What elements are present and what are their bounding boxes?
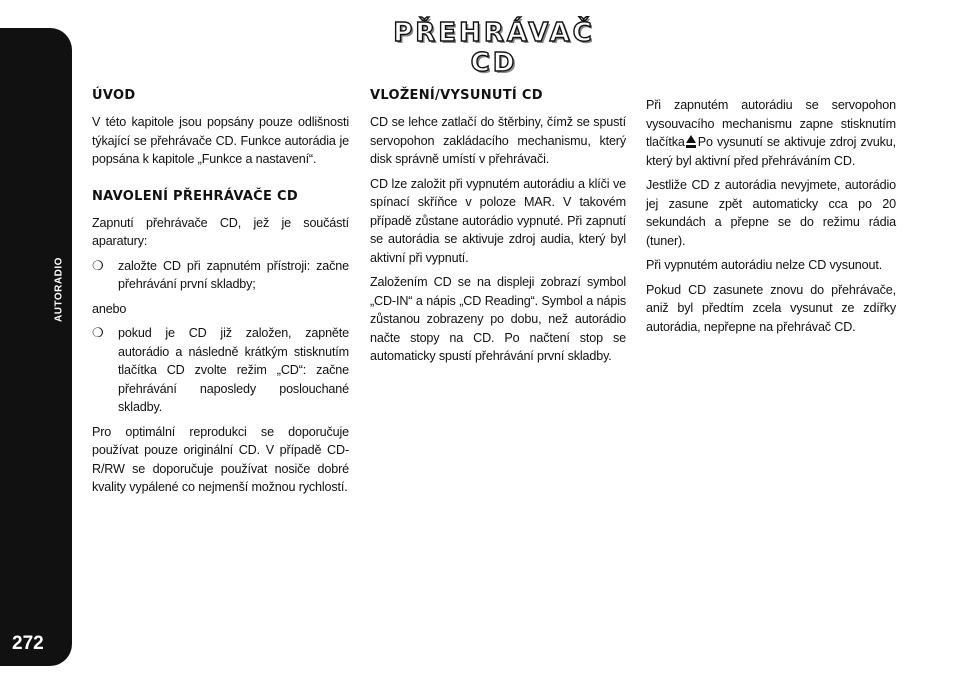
insert-paragraph-3: Založením CD se na displeji zobrazí symbol „CD-IN“ a nápis „CD Reading“. Symbol a nápis zůstanou zobrazeny po dobu, než autorádio načte stopy na CD. Po načtení stop se automaticky spustí přehrávání první skladby. <box>370 275 626 363</box>
eject-paragraph-1 <box>646 96 896 170</box>
insert-paragraph-2: CD lze založit při vypnutém autorádiu a klíči ve spínací skříňce v poloze MAR. V takovém případě zůstane autorádio vypnuté. Při zapnutí se autorádia se aktivuje zdroj audia, který byl aktivní při vypnutí. <box>370 176 626 265</box>
bullet-text: založte CD při zapnutém přístroji: začne přehrávání první skladby; <box>118 258 349 291</box>
bullet-text: pokud je CD již založen, zapněte autorádio a následně krátkým stisknutím tlačítka CD zvolte režim „CD“: začne přehrávání naposledy poslouchané skladby. <box>118 326 349 414</box>
page-title: PŘEHRÁVAČ CD <box>393 18 595 78</box>
insert-eject-heading: VLOŽENÍ/VYSUNUTÍ CD <box>370 88 543 103</box>
column-middle <box>370 88 626 372</box>
eject-icon <box>686 135 696 148</box>
page-number: 272 <box>12 633 44 654</box>
eject-text-after: Po vysunutí se aktivuje zdroj zvuku, který byl aktivní před přehráváním CD. <box>646 135 896 168</box>
quality-text: Pro optimální reprodukci se doporučuje používat pouze originální CD. V případě CD-R/RW se doporučuje používat nosiče dobré kvality vypálené co nejmenší možnou rychlostí. <box>92 424 349 494</box>
list-item <box>92 257 349 294</box>
select-player-text: Zapnutí přehrávače CD, jež je součástí aparatury: <box>92 215 349 248</box>
column-left <box>92 88 349 503</box>
eject-text-before: Při zapnutém autorádiu se servopohon vysouvacího mechanismu zapne stisknutím tlačítka <box>646 98 896 149</box>
eject-paragraph-4: Pokud CD zasunete znovu do přehrávače, aniž byl předtím zcela vysunut ze zdířky autorádia, nepřepne na přehrávač CD. <box>646 282 896 334</box>
insert-paragraph-1: CD se lehce zatlačí do štěrbiny, čímž se spustí servopohon zakládacího mechanismu, který disk správně umístí v přehrávači. <box>370 115 626 166</box>
intro-text: V této kapitole jsou popsány pouze odlišnosti týkající se přehrávače CD. Funkce autorádia je popsána k kapitole „Funkce a nastavení“. <box>92 115 349 166</box>
or-text: anebo <box>92 301 127 316</box>
column-right <box>646 96 896 342</box>
eject-paragraph-3: Při vypnutém autorádiu nelze CD vysunout. <box>646 258 883 272</box>
section-label: AUTORADIO <box>53 257 65 323</box>
list-item <box>92 324 349 417</box>
hollow-circle-bullet-icon: ❍ <box>92 325 104 340</box>
select-player-heading: NAVOLENÍ PŘEHRÁVAČE CD <box>92 188 298 204</box>
eject-paragraph-2: Jestliže CD z autorádia nevyjmete, autorádio jej zasune zpět automaticky cca po 20 sekundách a přepne se do režimu rádia (tuner). <box>646 178 896 248</box>
hollow-circle-bullet-icon: ❍ <box>92 257 104 273</box>
intro-heading: ÚVOD <box>92 88 136 103</box>
